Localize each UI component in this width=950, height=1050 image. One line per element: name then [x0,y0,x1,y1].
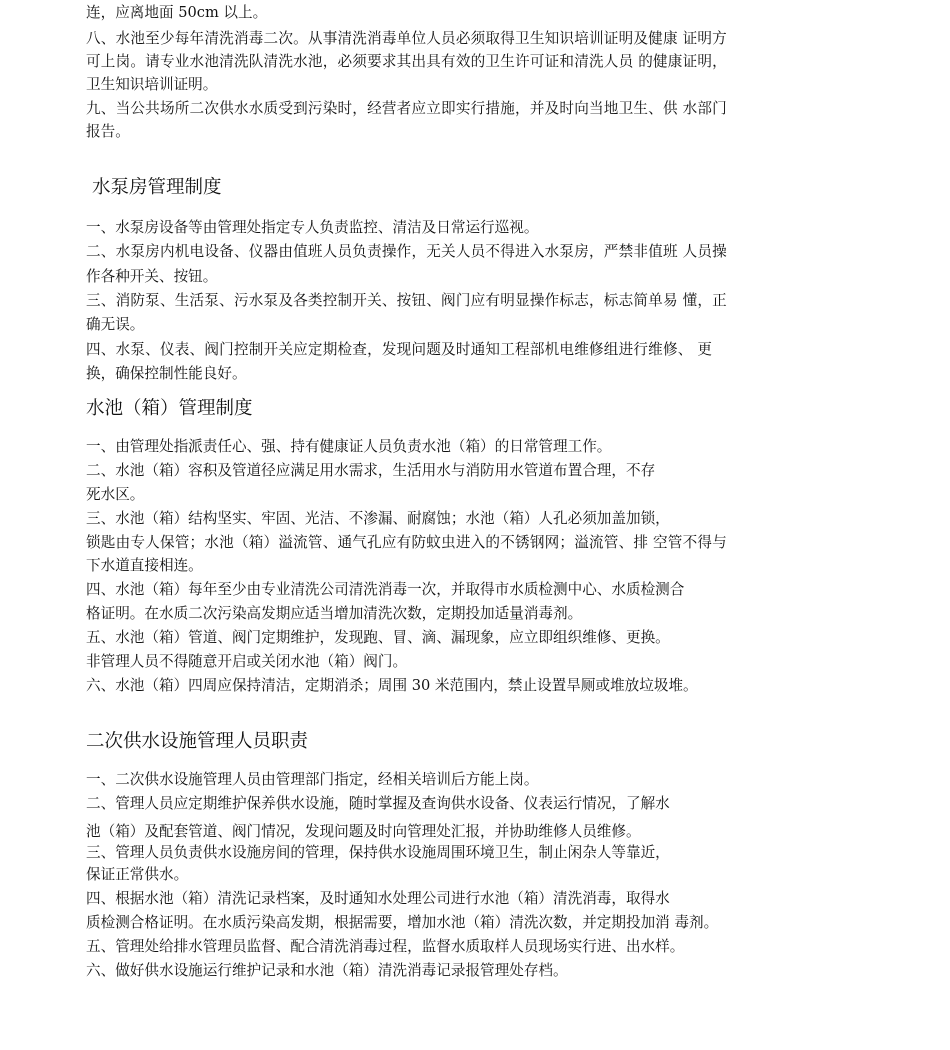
text-line: 六、水池（箱）四周应保持清洁，定期消杀；周围 30 米范围内，禁止设置旱厕或堆放垃圾堆。 [86,677,698,694]
text-line: 四、水泵、仪表、阀门控制开关应定期检查，发现问题及时通知工程部机电维修组进行维修、 更 [86,341,713,358]
text-line: 一、水泵房设备等由管理处指定专人负责监控、清洁及日常运行巡视。 [86,219,539,236]
text-line: 连，应离地面 50cm 以上。 [86,4,268,21]
text-line: 一、二次供水设施管理人员由管理部门指定，经相关培训后方能上岗。 [86,771,539,788]
text-line: 池（箱）及配套管道、阀门情况，发现问题及时向管理处汇报，并协助维修人员维修。 [86,823,641,840]
text-line: 下水道直接相连。 [86,557,203,574]
text-line: 一、由管理处指派责任心、强、持有健康证人员负责水池（箱）的日常管理工作。 [86,438,612,455]
text-line: 二、水泵房内机电设备、仪器由值班人员负责操作，无关人员不得进入水泵房，严禁非值班 人员操 [86,243,727,260]
text-line: 三、水池（箱）结构坚实、牢固、光洁、不渗漏、耐腐蚀；水池（箱）人孔必须加盖加锁， [86,510,670,527]
text-line: 八、水池至少每年清洗消毒二次。从事清洗消毒单位人员必须取得卫生知识培训证明及健康 证明方 [86,30,727,47]
section-title-tank: 水池（箱）管理制度 [86,398,253,419]
text-line: 作各种开关、按钮。 [86,268,218,285]
text-line: 四、根据水池（箱）清洗记录档案，及时通知水处理公司进行水池（箱）清洗消毒，取得水 [86,890,670,907]
text-line: 四、水池（箱）每年至少由专业清洗公司清洗消毒一次，并取得市水质检测中心、水质检测合 [86,581,685,598]
text-line: 二、水池（箱）容积及管道径应满足用水需求，生活用水与消防用水管道布置合理，不存 [86,462,656,479]
text-line: 三、管理人员负责供水设施房间的管理，保持供水设施周围环境卫生，制止闲杂人等靠近， [86,844,670,861]
text-line: 卫生知识培训证明。 [86,76,218,93]
text-line: 报告。 [86,123,130,140]
text-line: 确无误。 [86,316,145,333]
text-line: 非管理人员不得随意开启或关闭水池（箱）阀门。 [86,653,408,670]
text-line: 五、管理处给排水管理员监督、配合清洗消毒过程，监督水质取样人员现场实行进、出水样。 [86,938,685,955]
text-line: 保证正常供水。 [86,866,189,883]
text-line: 换，确保控制性能良好。 [86,365,247,382]
text-line: 九、当公共场所二次供水水质受到污染时，经营者应立即实行措施，并及时向当地卫生、供 水部门 [86,100,727,117]
section-title-pump-room: 水泵房管理制度 [92,177,222,198]
section-title-staff: 二次供水设施管理人员职责 [86,731,309,752]
text-line: 锁匙由专人保管；水池（箱）溢流管、通气孔应有防蚊虫进入的不锈钢网；溢流管、排 空管不得与 [86,534,727,551]
text-line: 三、消防泵、生活泵、污水泵及各类控制开关、按钮、阀门应有明显操作标志，标志简单易 懂，正 [86,292,727,309]
text-line: 可上岗。请专业水池清洗队清洗水池，必须要求其出具有效的卫生许可证和清洗人员 的健康证明， [86,53,727,70]
text-line: 质检测合格证明。在水质污染高发期，根据需要，增加水池（箱）清洗次数，并定期投加消 毒剂。 [86,914,719,931]
text-line: 五、水池（箱）管道、阀门定期维护，发现跑、冒、滴、漏现象，应立即组织维修、更换。 [86,629,670,646]
text-line: 格证明。在水质二次污染高发期应适当增加清洗次数，定期投加适量消毒剂。 [86,605,583,622]
text-line: 死水区。 [86,486,145,503]
text-line: 二、管理人员应定期维护保养供水设施，随时掌握及查询供水设备、仪表运行情况，了解水 [86,795,670,812]
text-line: 六、做好供水设施运行维护记录和水池（箱）清洗消毒记录报管理处存档。 [86,962,568,979]
